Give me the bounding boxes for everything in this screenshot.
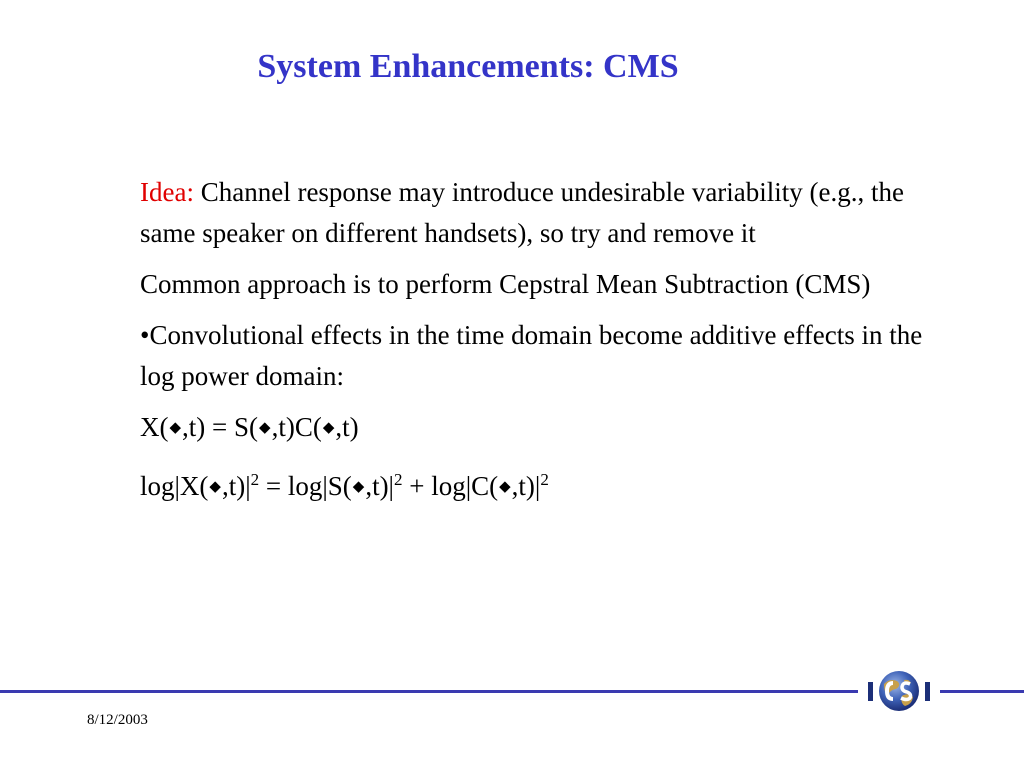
omega-symbol: ◆ bbox=[322, 420, 335, 436]
omega-symbol: ◆ bbox=[169, 420, 182, 436]
exponent: 2 bbox=[540, 470, 549, 489]
slide-title: System Enhancements: CMS bbox=[257, 48, 679, 85]
eq2-part-d: ,t)| bbox=[365, 471, 394, 501]
eq1-part-c: ,t)C( bbox=[271, 412, 322, 442]
icsi-logo bbox=[866, 668, 932, 714]
equation-2 bbox=[140, 459, 940, 508]
footer-rule-right bbox=[940, 690, 1024, 693]
eq1-part-a: X( bbox=[140, 412, 169, 442]
eq1-part-d: ,t) bbox=[335, 412, 359, 442]
approach-paragraph: Common approach is to perform Cepstral Mean Subtraction (CMS) bbox=[140, 269, 871, 299]
exponent: 2 bbox=[393, 470, 403, 489]
footer-rule-left bbox=[0, 690, 858, 693]
eq2-part-c: = log|S( bbox=[259, 471, 352, 501]
omega-symbol: ◆ bbox=[352, 479, 365, 495]
eq2-part-a: log|X( bbox=[140, 471, 209, 501]
equation-1 bbox=[140, 407, 940, 449]
idea-label: Idea: bbox=[140, 177, 194, 207]
eq1-part-b: ,t) = S( bbox=[182, 412, 259, 442]
omega-symbol: ◆ bbox=[499, 479, 511, 495]
bullet-paragraph: •Convolutional effects in the time domain become additive effects in the log power domain: bbox=[140, 320, 923, 391]
exponent: 2 bbox=[250, 470, 260, 489]
idea-text: Channel response may introduce undesirable variability (e.g., the same speaker on different handsets), so try and remove it bbox=[140, 177, 904, 248]
footer-date: 8/12/2003 bbox=[87, 712, 148, 728]
slide-body bbox=[140, 172, 940, 518]
omega-symbol: ◆ bbox=[259, 420, 271, 436]
eq2-part-f: ,t)| bbox=[511, 471, 541, 501]
idea-paragraph bbox=[140, 172, 940, 254]
omega-symbol: ◆ bbox=[209, 479, 221, 495]
eq2-part-b: ,t)| bbox=[221, 471, 251, 501]
eq2-part-e: + log|C( bbox=[402, 471, 499, 501]
